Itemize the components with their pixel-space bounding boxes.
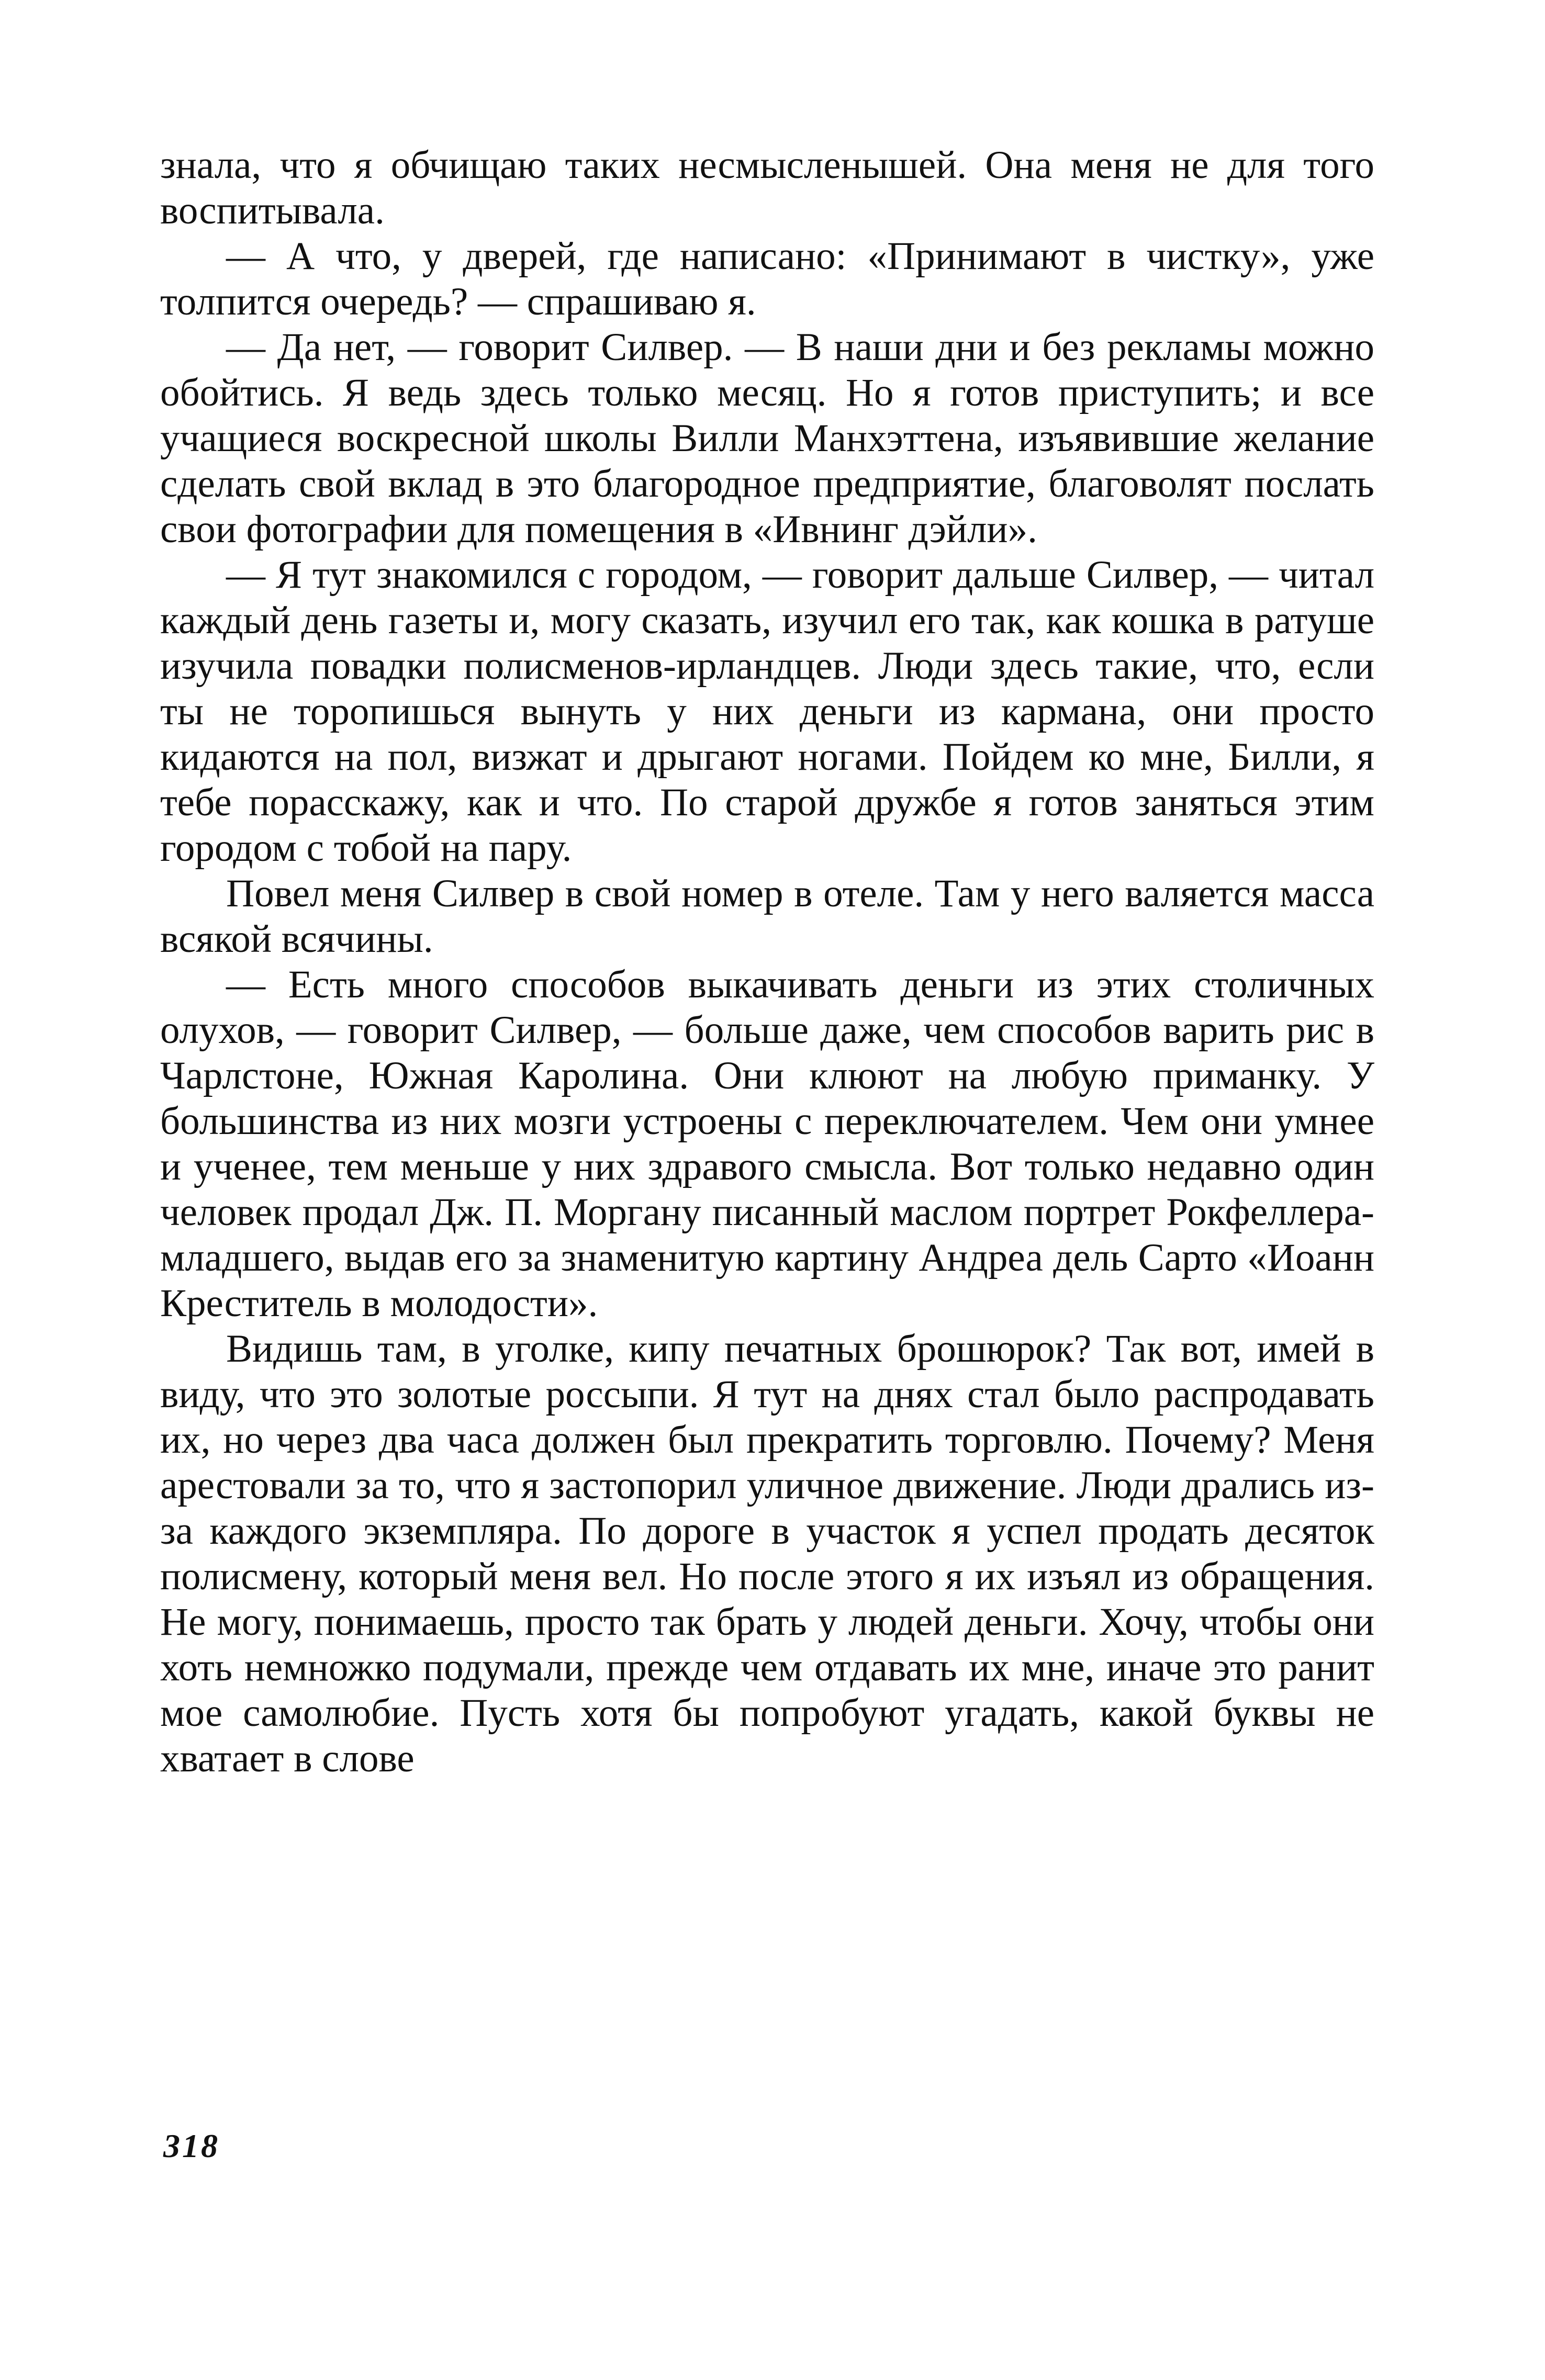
paragraph-continuation: знала, что я обчищаю таких несмысленышей. Она меня не для того воспитывала.: [160, 143, 1374, 232]
page-number: 318: [163, 2127, 220, 2164]
paragraph-dialogue-advertising: — Да нет, — говорит Силвер. — В наши дни и без рекламы можно обойтись. Я ведь здесь только месяц. Но я готов приступить; и все учащиеся воскресной школы Вилли Манхэттена, изъявившие желание сделать свой вклад в это благородное предприятие, благоволят послать свои фотографии для помещения в «Ивнинг дэйли».: [160, 325, 1374, 551]
paragraph-dialogue-queue: — А что, у дверей, где написано: «Принимают в чистку», уже толпится очередь? — спрашиваю я.: [160, 234, 1374, 323]
paragraph-dialogue-methods: — Есть много способов выкачивать деньги из этих столичных олухов, — говорит Силвер, — больше даже, чем способов варить рис в Чарлстоне, Южная Каролина. Они клюют на любую приманку. У большинства из них мозги устроены с переключателем. Чем они умнее и ученее, тем меньше у них здравого смысла. Вот только недавно один человек продал Дж. П. Моргану писанный маслом портрет Рокфеллера-младшего, выдав его за знаменитую картину Андреа дель Сарто «Иоанн Креститель в молодости».: [160, 963, 1374, 1325]
paragraph-brochures: Видишь там, в уголке, кипу печатных брошюрок? Так вот, имей в виду, что это золотые россыпи. Я тут на днях стал было распродавать их, но через два часа должен был прекратить торговлю. Почему? Меня арестовали за то, что я застопорил уличное движение. Люди дрались из-за каждого экземпляра. По дороге в участок я успел продать десяток полисмену, который меня вел. Но после этого я их изъял из обращения. Не могу, понимаешь, просто так брать у людей деньги. Хочу, чтобы они хоть немножко подумали, прежде чем отдавать их мне, иначе это ранит мое самолюбие. Пусть хотя бы попробуют угадать, какой буквы не хватает в слове: [160, 1327, 1374, 1780]
paragraph-dialogue-city: — Я тут знакомился с городом, — говорит дальше Силвер, — читал каждый день газеты и, могу сказать, изучил его так, как кошка в ратуше изучила повадки полисменов-ирландцев. Люди здесь такие, что, если ты не торопишься вынуть у них деньги из кармана, они просто кидаются на пол, визжат и дрыгают ногами. Пойдем ко мне, Билли, я тебе порасскажу, как и что. По старой дружбе я готов заняться этим городом с тобой на пару.: [160, 553, 1374, 870]
body-text: [160, 142, 1374, 1781]
paragraph-hotel-room: Повел меня Силвер в свой номер в отеле. Там у него валяется масса всякой всячины.: [160, 872, 1374, 961]
